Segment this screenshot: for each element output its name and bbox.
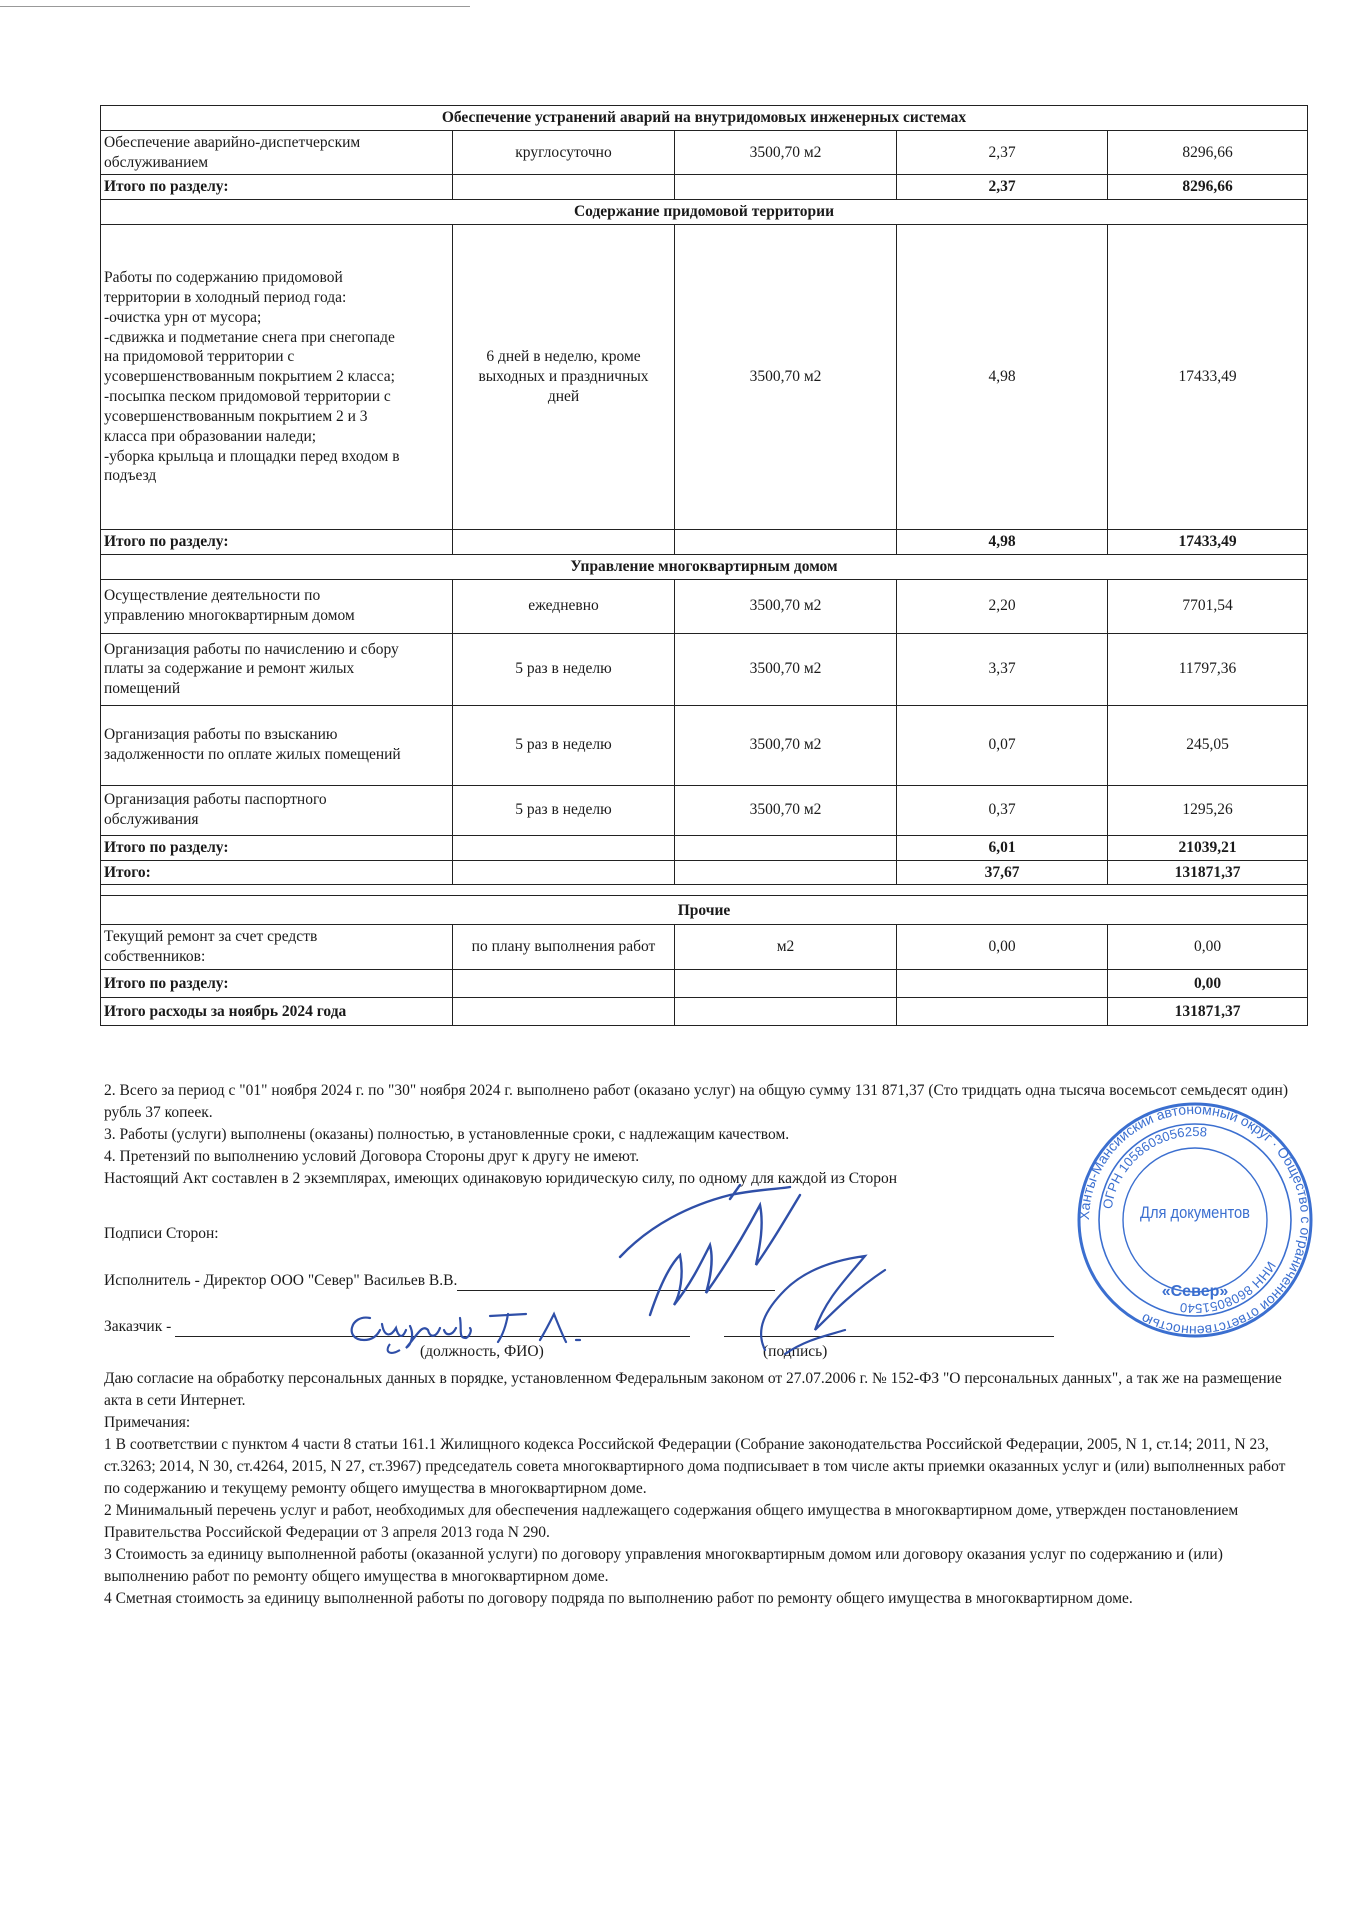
section-total-row [101,835,1308,860]
services-table [100,105,1308,1026]
table-row [101,579,1308,633]
service-period: 5 раз в неделю [453,705,675,785]
service-name: Текущий ремонт за счет средств собственников: [101,925,453,970]
stamp-center-text: Для документов [1140,1203,1250,1222]
month-total-row [101,998,1308,1026]
total-label: Итого по разделу: [101,530,453,555]
consent-text: Даю согласие на обработку персональных данных в порядке, установленном Федеральным законом от 27.07.2006 г. № 152-ФЗ "О персональных данных", а так же на размещение акта в сети Интернет. [104,1370,1282,1409]
service-sum: 7701,54 [1108,579,1308,633]
grand-total-rate: 37,67 [897,860,1108,885]
paragraph-total: 2. Всего за период с "01" ноября 2024 г. по "30" ноября 2024 г. выполнено работ (оказано услуг) на общую сумму 131 871,37 (Сто тридцать одна тысяча восемьсот семьдесят один) рубль 37 копеек. [104,1082,1289,1121]
total-rate: 2,37 [897,175,1108,200]
customer-signature [745,1250,905,1360]
scan-top-line [0,6,470,7]
service-period: круглосуточно [453,130,675,175]
position-caption: (должность, ФИО) [420,1343,544,1360]
service-period: ежедневно [453,579,675,633]
total-label: Итого по разделу: [101,175,453,200]
service-period: 5 раз в неделю [453,785,675,835]
total-label: Итого по разделу: [101,835,453,860]
notes-heading: Примечания: [104,1414,191,1431]
service-area: м2 [675,925,897,970]
customer-label: Заказчик - [104,1318,172,1335]
section-title: Содержание придомовой территории [101,200,1308,225]
service-area: 3500,70 м2 [675,225,897,530]
section-header [101,896,1308,925]
customer-handwritten-text: Сушкова Т.Л. [340,1300,346,1301]
stamp-inn-text: ИНН 8608051540 [1179,1258,1279,1317]
table-row [101,130,1308,175]
service-area: 3500,70 м2 [675,785,897,835]
executor-label: Исполнитель - Директор ООО "Север" Васильев В.В. [104,1272,458,1289]
table-row [101,633,1308,705]
total-sum: 8296,66 [1108,175,1308,200]
service-period: 6 дней в неделю, кроме выходных и праздничных дней [453,225,675,530]
paragraph-copies: Настоящий Акт составлен в 2 экземплярах, имеющих одинаковую юридическую силу, по одному для каждой из Сторон [104,1170,898,1187]
section-title: Прочие [101,896,1308,925]
table-row [101,705,1308,785]
executor-line [104,1272,1104,1291]
total-sum: 17433,49 [1108,530,1308,555]
service-rate: 2,20 [897,579,1108,633]
service-rate: 3,37 [897,633,1108,705]
service-area: 3500,70 м2 [675,579,897,633]
section-total-row [101,175,1308,200]
month-total-sum: 131871,37 [1108,998,1308,1026]
service-rate: 0,00 [897,925,1108,970]
total-sum: 0,00 [1108,970,1308,998]
service-rate: 4,98 [897,225,1108,530]
service-sum: 245,05 [1108,705,1308,785]
section-title: Управление многоквартирным домом [101,554,1308,579]
table-row [101,925,1308,970]
note-item: 2 Минимальный перечень услуг и работ, необходимых для обеспечения надлежащего содержания общего имущества в многоквартирном доме, утвержден постановлением Правительства Российской Федерации от 3 апреля 2013 года N 290. [104,1502,1239,1541]
service-area: 3500,70 м2 [675,130,897,175]
service-sum: 11797,36 [1108,633,1308,705]
note-item: 4 Сметная стоимость за единицу выполненной работы по договору подряда по выполнению работ по ремонту общего имущества в многоквартирном доме. [104,1590,1133,1607]
total-label: Итого по разделу: [101,970,453,998]
grand-total-sum: 131871,37 [1108,860,1308,885]
service-name: Обеспечение аварийно-диспетчерским обслуживанием [101,130,453,175]
note-item: 3 Стоимость за единицу выполненной работы (оказанной услуги) по договору управления многоквартирным домом или договору оказания услуг по содержанию и (или) выполнению работ по ремонту общего имущества в многоквартирном доме. [104,1546,1223,1585]
service-period: по плану выполнения работ [453,925,675,970]
section-title: Обеспечение устранений аварий на внутридомовых инженерных системах [101,106,1308,131]
stamp-outer-text: Ханты-Мансийский автономный округ · Общество с ограниченной ответственностью [1075,1100,1315,1340]
service-name: Организация работы паспортного обслуживания [101,785,453,835]
service-rate: 0,07 [897,705,1108,785]
service-sum: 17433,49 [1108,225,1308,530]
paragraph-quality: 3. Работы (услуги) выполнены (оказаны) полностью, в установленные сроки, с надлежащим качеством. [104,1126,790,1143]
service-sum: 0,00 [1108,925,1308,970]
note-item: 1 В соответствии с пунктом 4 части 8 статьи 161.1 Жилищного кодекса Российской Федерации (Собрание законодательства Российской Федерации, 2005, N 1, ст.14; 2011, N 23, ст.3263; 2014, N 30, ст.4264, 2015, N 27, ст.3967) председатель совета многоквартирного дома подписывает в том числе акты приемки оказанных услуг и (или) выполненных работ по содержанию и текущему ремонту общего имущества в многоквартирном доме. [104,1436,1286,1497]
service-rate: 2,37 [897,130,1108,175]
customer-handwritten-name [340,1300,600,1360]
service-sum: 8296,66 [1108,130,1308,175]
service-name: Организация работы по взысканию задолженности по оплате жилых помещений [101,705,453,785]
month-total-label: Итого расходы за ноябрь 2024 года [101,998,453,1026]
section-total-row [101,970,1308,998]
customer-line [104,1318,1104,1337]
total-sum: 21039,21 [1108,835,1308,860]
section-header [101,200,1308,225]
service-period: 5 раз в неделю [453,633,675,705]
service-name: Осуществление деятельности по управлению многоквартирным домом [101,579,453,633]
service-name: Организация работы по начислению и сбору платы за содержание и ремонт жилых помещений [101,633,453,705]
service-area: 3500,70 м2 [675,633,897,705]
stamp-company-name: «Север» [1161,1283,1229,1300]
grand-total-row [101,860,1308,885]
table-row [101,785,1308,835]
service-sum: 1295,26 [1108,785,1308,835]
total-rate: 6,01 [897,835,1108,860]
total-rate: 4,98 [897,530,1108,555]
section-total-row [101,530,1308,555]
signature-caption: (подпись) [763,1343,828,1360]
stamp-ogrn-text: ОГРН 1058603056258 [1099,1123,1208,1211]
table-row [101,225,1308,530]
service-rate: 0,37 [897,785,1108,835]
service-area: 3500,70 м2 [675,705,897,785]
section-header [101,106,1308,131]
consent-and-notes [104,1368,1299,1610]
grand-total-label: Итого: [101,860,453,885]
signatures-heading: Подписи Сторон: [104,1225,219,1242]
paragraph-claims: 4. Претензий по выполнению условий Договора Стороны друг к другу не имеют. [104,1148,640,1165]
section-header [101,554,1308,579]
company-stamp [1075,1100,1315,1340]
service-name: Работы по содержанию придомовой территории в холодный период года: -очистка урн от мусора; -сдвижка и подметание снега при снегопаде на придомовой территории с усовершенствованным покрытием 2 класса; -посыпка песком придомовой территории с усовершенствованным покрытием 2 и 3 класса при образовании наледи; -уборка крыльца и площадки перед входом в подъезд [101,225,453,530]
